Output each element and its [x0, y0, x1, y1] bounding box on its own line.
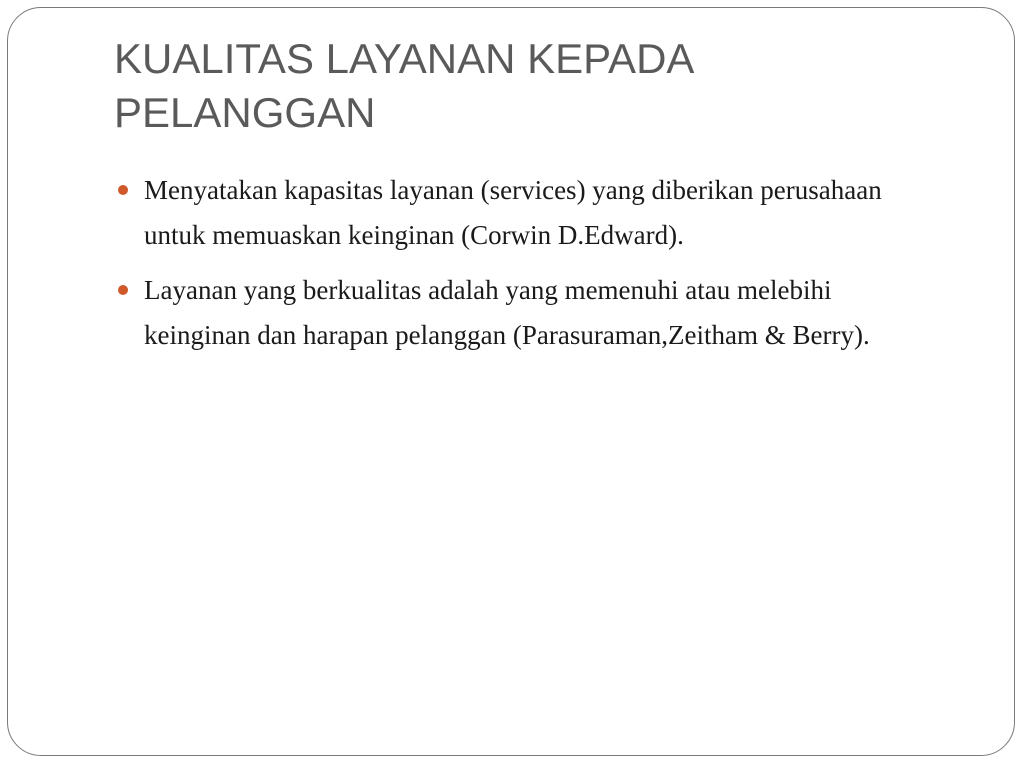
- bullet-dot-icon: [118, 285, 128, 295]
- bullet-text: Layanan yang berkualitas adalah yang memenuhi atau melebihi keinginan dan harapan pelanggan (Parasuraman,Zeitham & Berry).: [144, 275, 870, 350]
- bullet-list: [116, 168, 896, 368]
- bullet-dot-icon: [118, 185, 128, 195]
- bullet-item: [116, 268, 896, 358]
- slide-title: KUALITAS LAYANAN KEPADA PELANGGAN: [114, 35, 693, 136]
- bullet-text: Menyatakan kapasitas layanan (services) yang diberikan perusahaan untuk memuaskan keinginan (Corwin D.Edward).: [144, 175, 882, 250]
- bullet-item: [116, 168, 896, 258]
